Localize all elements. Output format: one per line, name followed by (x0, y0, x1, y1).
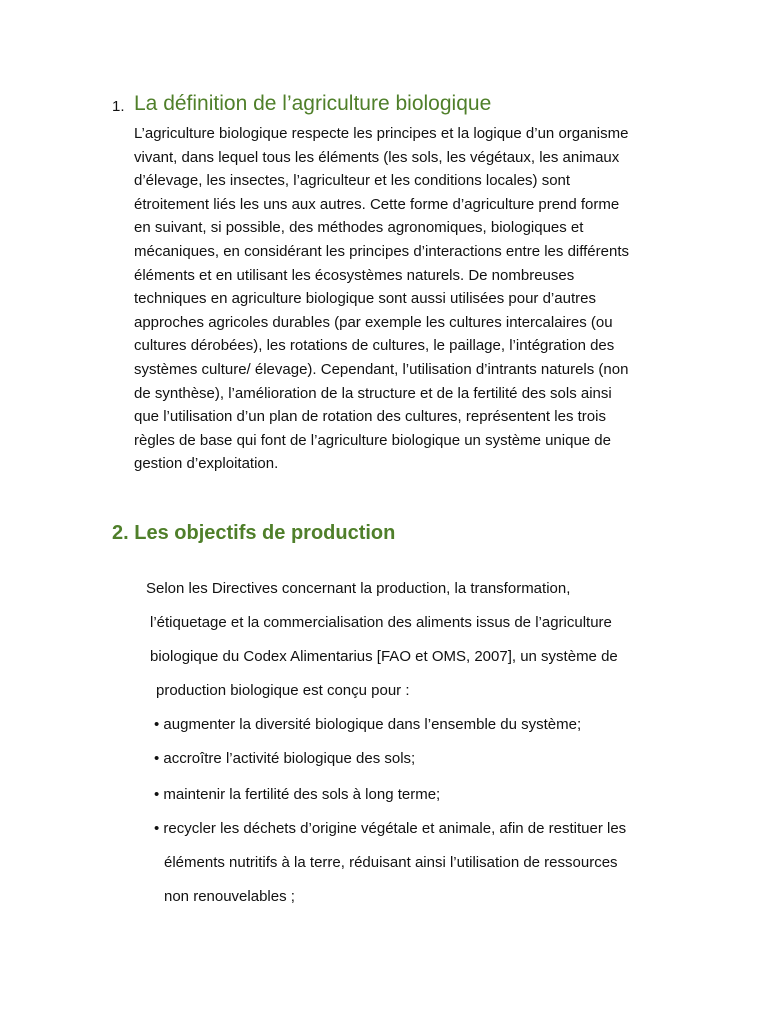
paragraph-line: systèmes culture/ élevage). Cependant, l’utilisation d’intrants naturels (non (134, 360, 629, 378)
paragraph-line: vivant, dans lequel tous les éléments (les sols, les végétaux, les animaux (134, 148, 620, 166)
bullet-continuation: éléments nutritifs à la terre, réduisant ainsi l’utilisation de ressources (164, 854, 618, 871)
intro-line: Selon les Directives concernant la production, la transformation, (146, 580, 571, 597)
paragraph-line: L’agriculture biologique respecte les principes et la logique d’un organisme (134, 125, 629, 142)
paragraph-line: règles de base qui font de l’agriculture biologique un système unique de (134, 431, 611, 449)
bullet-item: • augmenter la diversité biologique dans l’ensemble du système; (154, 716, 582, 733)
paragraph-line: que l’utilisation d’un plan de rotation des cultures, représentent les trois (134, 408, 606, 426)
intro-line: production biologique est conçu pour : (156, 682, 410, 699)
section-1-number: 1. (112, 98, 125, 115)
section-1-paragraph (134, 122, 674, 476)
paragraph-line: éléments et en utilisant les écosystèmes naturels. De nombreuses (134, 266, 575, 284)
paragraph-line: mécaniques, en considérant les principes d’interactions entre les différents (134, 242, 629, 260)
section-2-heading: 2. Les objectifs de production (112, 522, 396, 544)
bullet-continuation: non renouvelables ; (164, 888, 295, 905)
paragraph-line: de synthèse), l’amélioration de la structure et de la fertilité des sols ainsi (134, 384, 612, 402)
intro-line: l’étiquetage et la commercialisation des aliments issus de l’agriculture (150, 614, 612, 631)
section-1-heading: La définition de l’agriculture biologique (134, 92, 492, 115)
paragraph-line: étroitement liés les uns aux autres. Cette forme d’agriculture prend forme (134, 195, 620, 213)
intro-line: biologique du Codex Alimentarius [FAO et OMS, 2007], un système de (150, 648, 618, 665)
bullet-item: • maintenir la fertilité des sols à long terme; (154, 786, 441, 803)
paragraph-line: gestion d’exploitation. (134, 455, 279, 473)
paragraph-line: cultures dérobées), les rotations de cultures, le paillage, l’intégration des (134, 337, 615, 355)
paragraph-line: techniques en agriculture biologique sont aussi utilisées pour d’autres (134, 290, 596, 308)
paragraph-line: approches agricoles durables (par exemple les cultures intercalaires (ou (134, 313, 613, 331)
paragraph-line: d’élevage, les insectes, l’agriculteur et les conditions locales) sont (134, 172, 571, 190)
bullet-item: • recycler les déchets d’origine végétale et animale, afin de restituer les (154, 820, 627, 837)
paragraph-line: en suivant, si possible, des méthodes agronomiques, biologiques et (134, 219, 584, 237)
bullet-item: • accroître l’activité biologique des sols; (154, 750, 416, 767)
